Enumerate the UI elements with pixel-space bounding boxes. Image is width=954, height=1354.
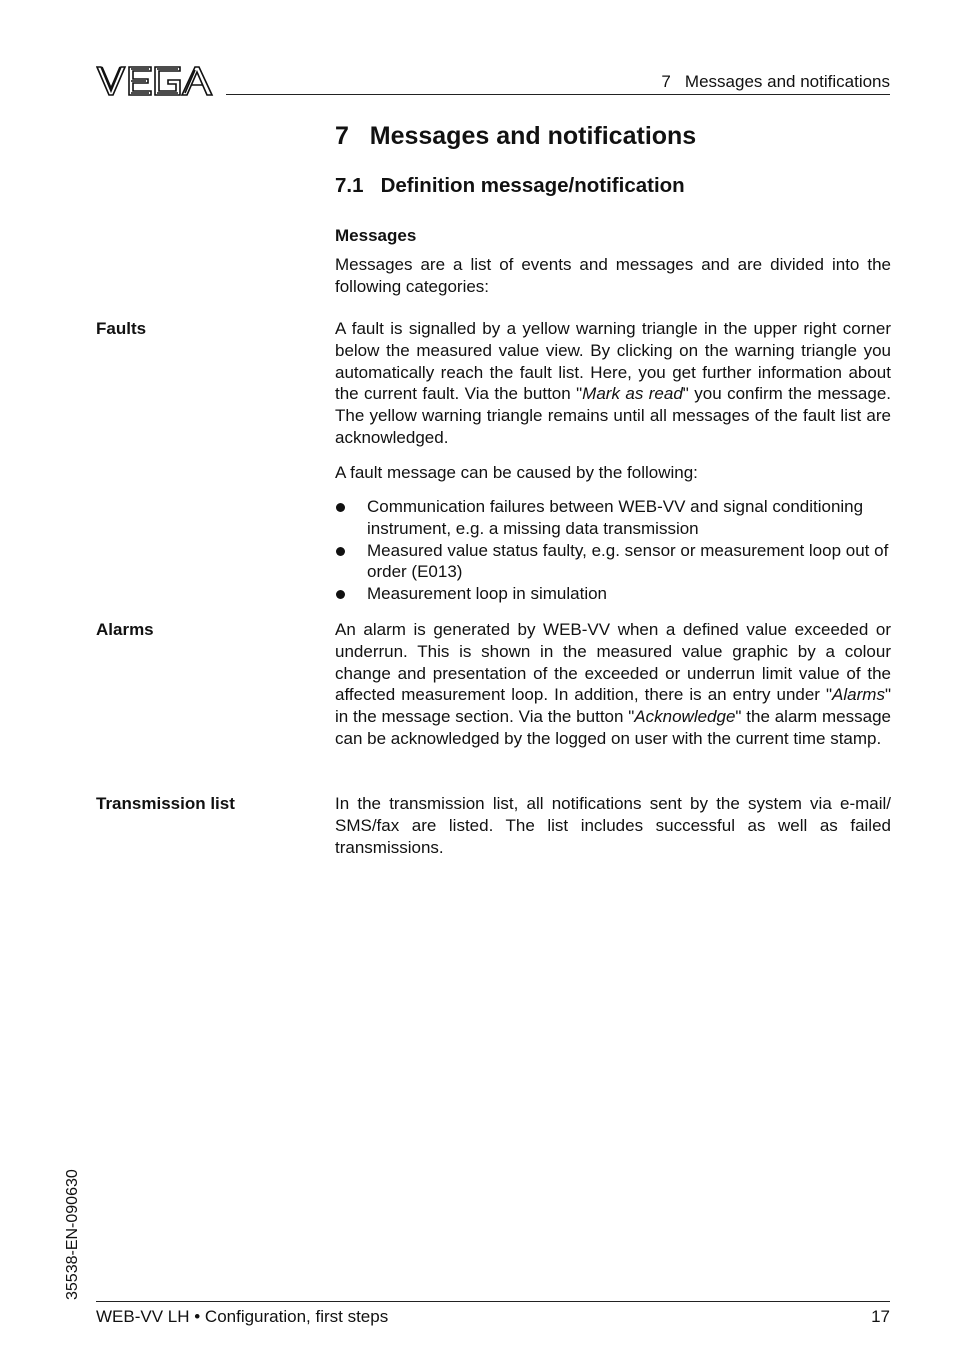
mark-as-read-term: Mark as read (582, 384, 683, 404)
document-number: 35538-EN-090630 (64, 1169, 81, 1300)
transmission-list-label: Transmission list (96, 794, 235, 813)
footer-title: WEB-VV LH • Configuration, first steps (96, 1307, 389, 1326)
header-rule (226, 94, 890, 95)
footer-rule (96, 1301, 890, 1302)
page-number: 17 (871, 1307, 890, 1326)
bullet-icon (336, 590, 345, 599)
bullet-icon (336, 503, 345, 512)
faults-paragraph: A fault is signalled by a yellow warning triangle in the upper right corner below the measured value view. By clicking on the warning triangle you automatically reach the fault list. Here, you get further information about the current fault. Via the button "Mark as read" you confirm the message. The yellow warning triangle remains until all messages of the fault list are acknowledged. (335, 319, 892, 447)
running-header: 7 Messages and notifications (661, 72, 890, 91)
list-item: Communication failures between WEB-VV and signal conditioning instrument, e.g. a missing data transmission (335, 496, 891, 540)
vega-logo-mark (96, 64, 214, 98)
faults-causes-intro: A fault message can be caused by the following: (335, 463, 698, 482)
faults-label: Faults (96, 319, 147, 338)
fault-causes-list (335, 496, 891, 605)
messages-subheading: Messages (335, 226, 417, 245)
alarms-paragraph: An alarm is generated by WEB-VV when a defined value exceeded or underrun. This is shown in the measured value graphic by a colour change and presentation of the exceeded or underrun limit value of the affected measurement loop. In addition, there is an entry under "Alarms" in the message section. Via the button "Acknowledge" the alarm message can be acknowledged by the logged on user with the current time stamp. (335, 620, 892, 748)
intro-paragraph: Messages are a list of events and messages and are divided into the following categories: (335, 255, 891, 296)
chapter-title: 7 Messages and notifications (335, 122, 697, 150)
bullet-icon (336, 547, 345, 556)
alarms-label: Alarms (96, 620, 154, 639)
list-item: Measurement loop in simulation (335, 583, 891, 605)
acknowledge-term: Acknowledge (634, 707, 736, 727)
list-item: Measured value status faulty, e.g. sensor or measurement loop out of order (E013) (335, 540, 891, 584)
section-title: 7.1 Definition message/notification (335, 174, 685, 197)
vega-logo (96, 64, 214, 98)
alarms-term: Alarms (832, 685, 885, 705)
transmission-paragraph: In the transmission list, all notifications sent by the system via e-mail/ SMS/fax are listed. The list includes successful as well as failed transmissions. (335, 794, 891, 857)
